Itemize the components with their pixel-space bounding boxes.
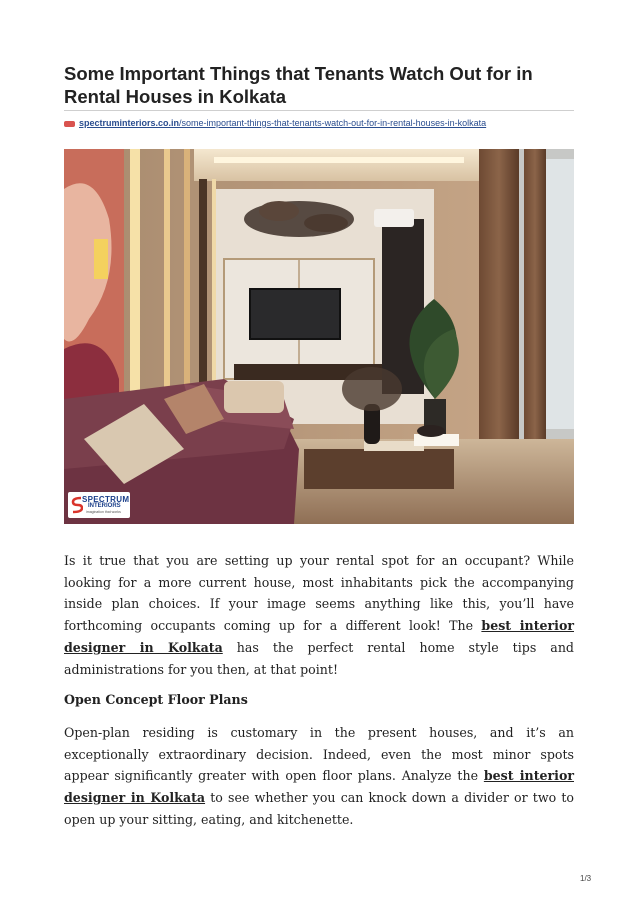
spectrum-interiors-logo (68, 492, 130, 518)
best-interior-designer-link[interactable]: best interior designer in Kolkata (64, 618, 574, 655)
page-number: 1/3 (580, 874, 592, 883)
title-divider (64, 110, 574, 111)
page-title: Some Important Things that Tenants Watch Out for in Rental Houses in Kolkata (64, 63, 533, 107)
intro-paragraph: Is it true that you are setting up your rental spot for an occupant? While looking for a more current house, most inhabitants pick the accompanying inside plan choices. If your image seems anything like this, you’ll have forthcoming occupants coming up for a different look! The best interior designer in Kolkata has the perfect rental home style tips and administrations for you then, at that point! (64, 553, 574, 677)
logo-line1: SPECTRUM (82, 495, 130, 504)
logo-tagline: imagination that works (86, 510, 121, 514)
hero-image (64, 149, 574, 524)
best-interior-designer-link-2[interactable]: best interior designer in Kolkata (64, 768, 574, 806)
source-link-row (64, 117, 486, 129)
favicon-icon (64, 121, 75, 127)
open-plan-paragraph: Open-plan residing is customary in the present houses, and it’s an exceptionally extraordinary decision. Indeed, even the most minor spots appear significantly greater with open floor plans. Analyze the best interior designer in Kolkata to see whether you can knock down a divider or two to open up your sitting, eating, and kitchenette. (64, 725, 574, 827)
source-url-link[interactable]: spectruminteriors.co.in/some-important-things-that-tenants-watch-out-for-in-rental-houses-in-kolkata (79, 118, 487, 128)
logo-line2: INTERIORS (88, 503, 121, 509)
section-heading: Open Concept Floor Plans (64, 692, 248, 707)
living-room-illustration (64, 149, 574, 524)
